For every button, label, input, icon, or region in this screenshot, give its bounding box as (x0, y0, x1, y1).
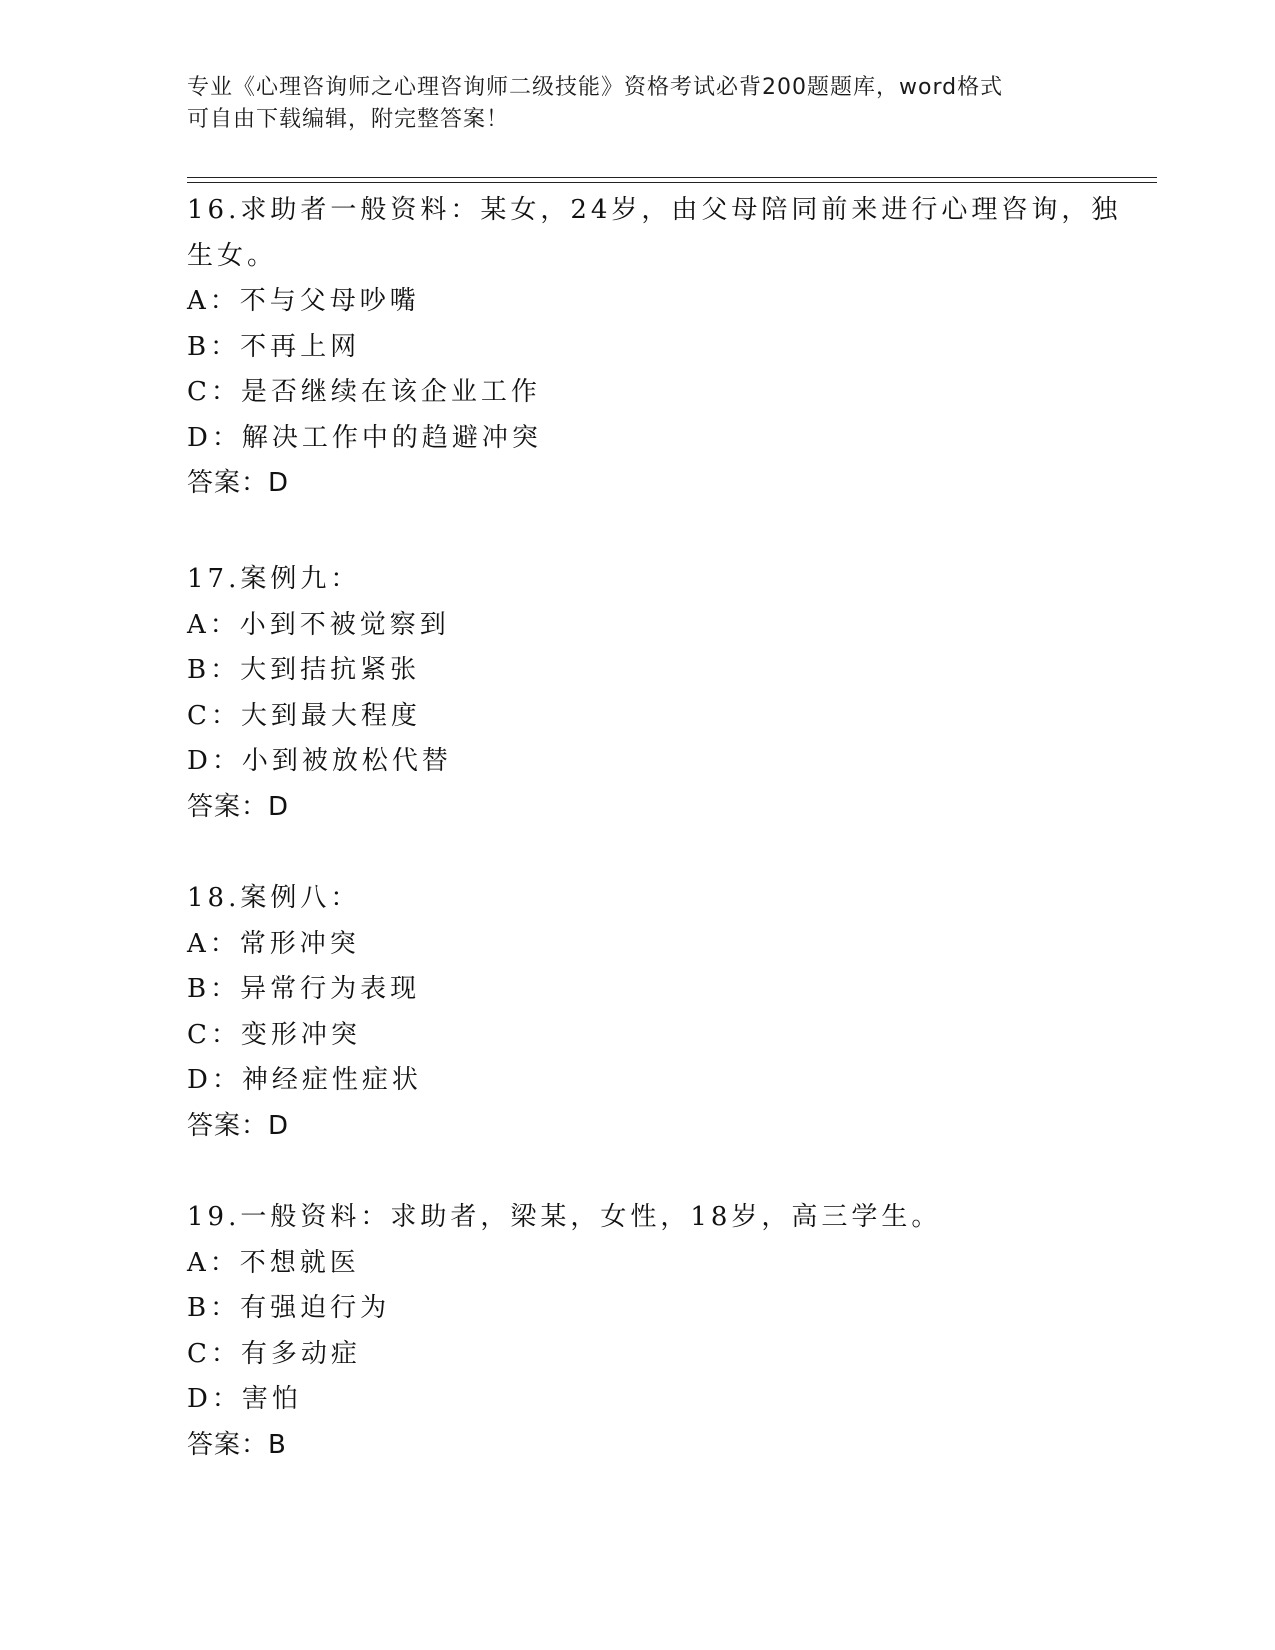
question-stem-line-1: 16.求助者一般资料：某女，24岁，由父母陪同前来进行心理咨询，独 (187, 195, 1122, 225)
question-17 (187, 557, 1087, 830)
option-a: A：不与父母吵嘴 (187, 286, 420, 316)
option-a: A：小到不被觉察到 (187, 609, 450, 640)
question-18 (187, 876, 1087, 1149)
option-a: A：常形冲突 (187, 928, 360, 959)
header-title-line-2: 可自由下载编辑，附完整答案！ (187, 107, 510, 132)
question-stem: 17.案例九： (187, 564, 361, 594)
header-title-line-1: 专业《心理咨询师之心理咨询师二级技能》资格考试必背200题题库，word格式 (187, 75, 1004, 100)
question-16 (187, 188, 1122, 507)
option-b: B：异常行为表现 (187, 974, 421, 1004)
question-19 (187, 1195, 1087, 1468)
answer-line: 答案：D (187, 1110, 290, 1141)
question-stem: 19.一般资料：求助者，梁某，女性，18岁，高三学生。 (187, 1202, 942, 1232)
question-stem: 18.案例八： (187, 883, 361, 913)
option-c: C：变形冲突 (187, 1019, 361, 1050)
question-stem-line-2: 生女。 (187, 240, 278, 271)
option-d: D：解决工作中的趋避冲突 (187, 422, 542, 453)
option-a: A：不想就医 (187, 1247, 360, 1278)
answer-line: 答案：B (187, 1429, 287, 1460)
header-divider-bottom (187, 182, 1157, 183)
option-b: B：有强迫行为 (187, 1293, 391, 1323)
question-stem (187, 188, 1122, 279)
option-d: D：害怕 (187, 1384, 302, 1414)
option-d: D：小到被放松代替 (187, 746, 452, 776)
option-c: C：大到最大程度 (187, 700, 421, 731)
option-b: B：大到拮抗紧张 (187, 655, 421, 685)
option-c: C：有多动症 (187, 1338, 361, 1369)
option-b: B：不再上网 (187, 331, 361, 362)
header-divider-top (187, 177, 1157, 178)
answer-line: 答案：D (187, 468, 290, 498)
document-header (187, 72, 1087, 136)
option-c: C：是否继续在该企业工作 (187, 377, 541, 407)
answer-line: 答案：D (187, 791, 290, 822)
option-d: D：神经症性症状 (187, 1065, 422, 1095)
